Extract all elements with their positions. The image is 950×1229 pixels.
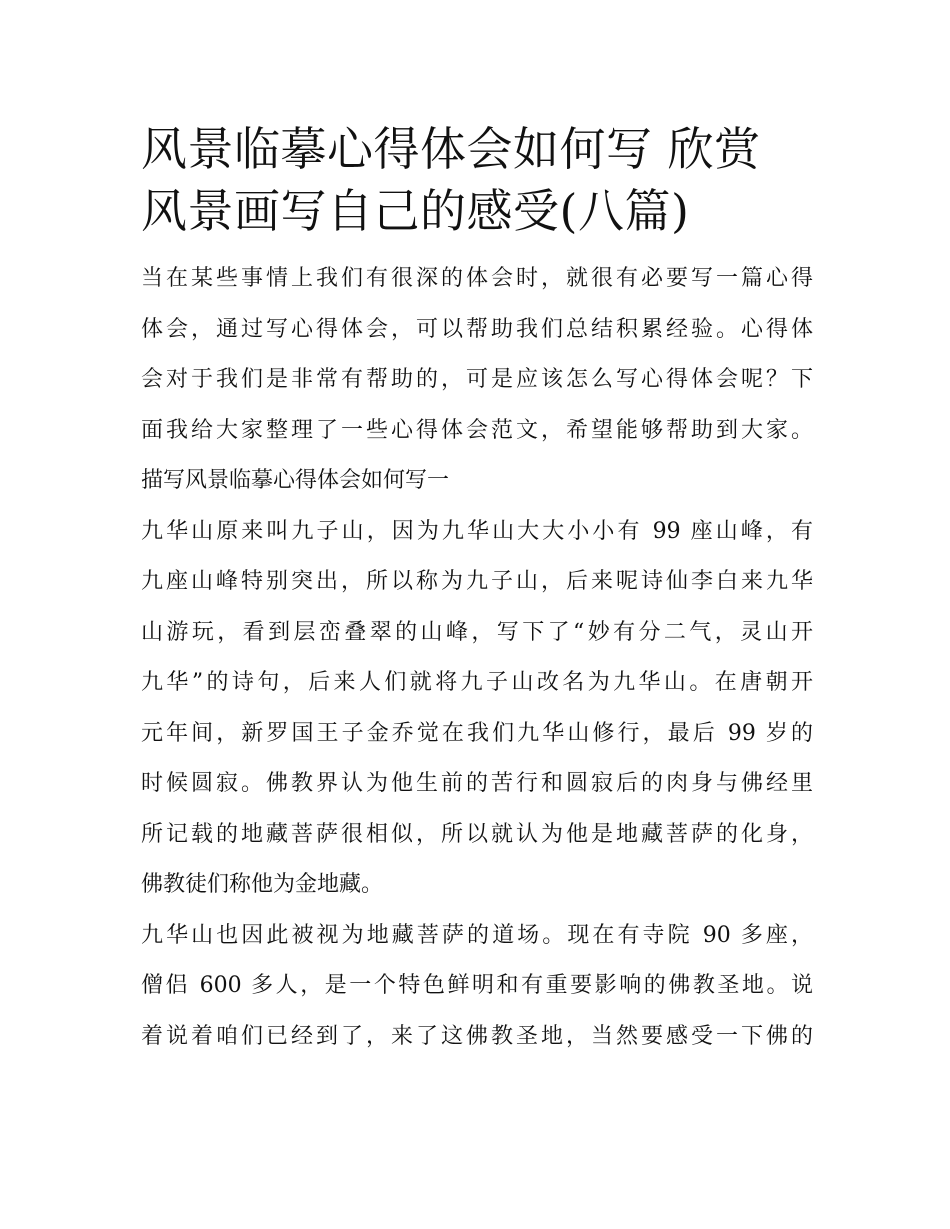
text-line: 佛教徒们称他为金地藏。 <box>141 872 384 897</box>
text-line: 时候圆寂。佛教界认为他生前的苦行和圆寂后的肉身与佛经里 <box>141 771 813 796</box>
text-line: 描写风景临摹心得体会如何写一 <box>141 468 450 493</box>
document-body <box>141 254 813 1062</box>
text-line: 面我给大家整理了一些心得体会范文，希望能够帮助到大家。 <box>141 417 813 443</box>
title-line: 风景临摹心得体会如何写 欣赏 <box>141 122 761 176</box>
section-heading <box>141 456 813 507</box>
text-line: 僧侣 600 多人，是一个特色鲜明和有重要影响的佛教圣地。说 <box>141 973 813 998</box>
text-line: 体会，通过写心得体会，可以帮助我们总结积累经验。心得体 <box>141 316 813 342</box>
title-line: 风景画写自己的感受(八篇) <box>141 184 690 238</box>
text-line: 九座山峰特别突出，所以称为九子山，后来呢诗仙李白来九华 <box>141 569 813 594</box>
text-line: 九华山也因此被视为地藏菩萨的道场。现在有寺院 90 多座， <box>141 922 813 948</box>
intro-paragraph <box>141 254 813 456</box>
body-paragraph <box>141 911 813 1063</box>
text-line: 九华”的诗句，后来人们就将九子山改名为九华山。在唐朝开 <box>141 670 813 695</box>
document-title <box>141 118 813 242</box>
body-paragraph <box>141 507 813 911</box>
text-line: 所记载的地藏菩萨很相似，所以就认为他是地藏菩萨的化身， <box>141 821 813 847</box>
text-line: 着说着咱们已经到了，来了这佛教圣地，当然要感受一下佛的 <box>141 1023 813 1049</box>
text-line: 当在某些事情上我们有很深的体会时，就很有必要写一篇心得 <box>141 266 813 291</box>
document-content <box>141 118 813 1062</box>
text-line: 元年间，新罗国王子金乔觉在我们九华山修行，最后 99 岁的 <box>141 720 813 746</box>
text-line: 九华山原来叫九子山，因为九华山大大小小有 99 座山峰，有 <box>141 518 813 544</box>
text-line: 山游玩，看到层峦叠翠的山峰，写下了“妙有分二气，灵山开 <box>141 619 813 645</box>
text-line: 会对于我们是非常有帮助的，可是应该怎么写心得体会呢？下 <box>141 367 813 392</box>
